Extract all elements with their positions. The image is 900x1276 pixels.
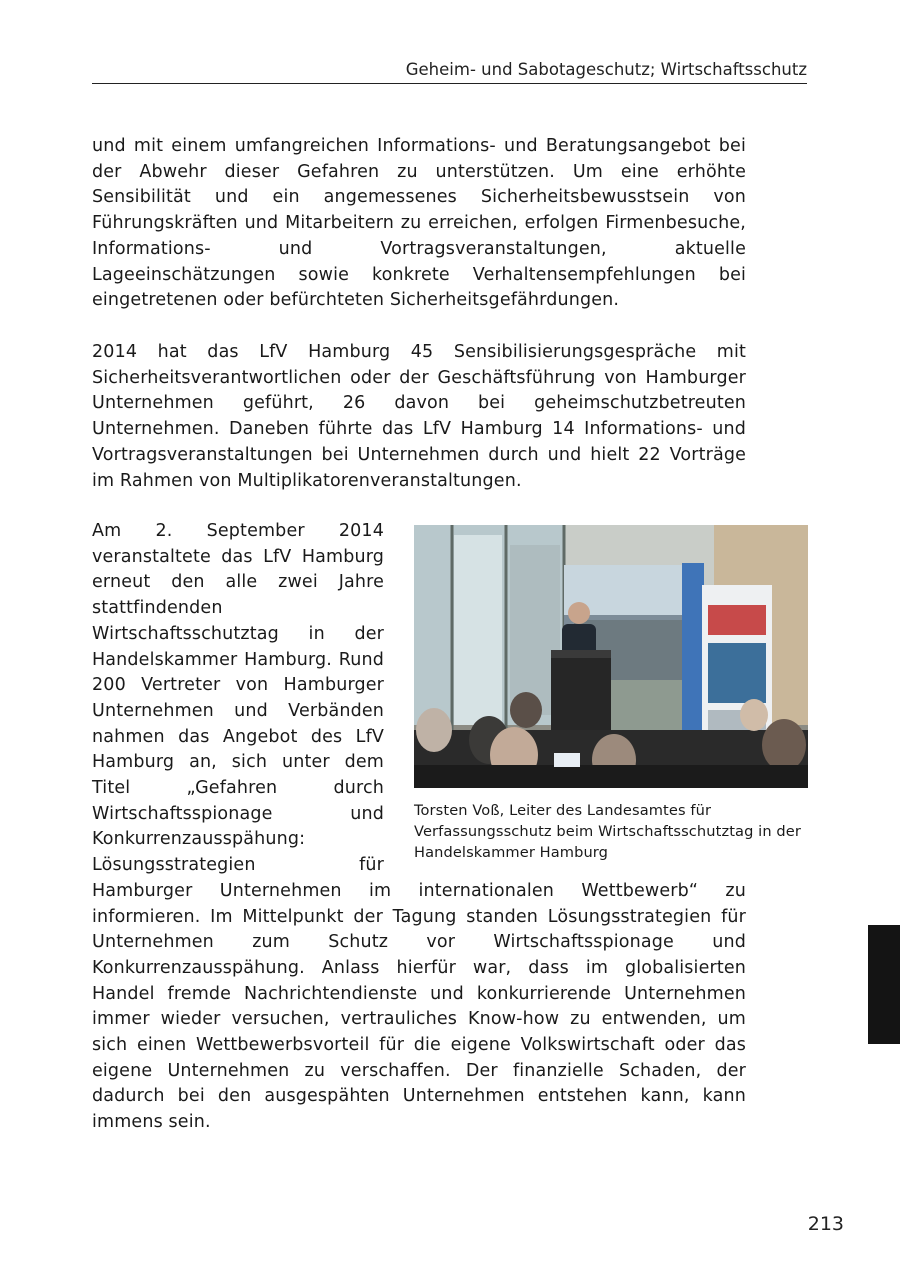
- page-number: 213: [807, 1213, 844, 1235]
- running-header: [92, 58, 807, 84]
- figure: [414, 525, 808, 877]
- chapter-tab-marker: [868, 925, 900, 1044]
- paragraph-3: Am 2. September 2014 veranstaltete das LfV Hamburg erneut den alle zwei Jahre stattfindenden Wirtschaftsschutztag in der Handelskammer Hamburg. Rund 200 Vertreter von Hamburger Unternehmen und Verbänden nahmen das Angebot des LfV Hamburg an, sich unter dem Titel „Gefahren durch Wirtschaftsspionage und Konkurrenzausspähung: Lösungsstrategien für Hamburger Unternehmen im internationalen Wettbewerb“ zu informieren. Im Mittelpunkt der Tagung standen Lösungsstrategien für Unternehmen zum Schutz vor Wirtschaftsspionage und Konkurrenzausspähung. Anlass hierfür war, dass im globalisierten Handel fremde Nachrichtendienste und konkurrierende Unternehmen immer wieder versuchen, vertrauliches Know-how zu entwenden, um sich einen Wettbewerbsvorteil für die eigene Volkswirtschaft oder das eigene Unternehmen zu verschaffen. Der finanzielle Schaden, der dadurch bei den ausgespähten Unternehmen entstehen kann, kann immens sein.: [92, 521, 746, 1133]
- paragraph-3-block: [92, 519, 801, 1136]
- running-title: Geheim- und Sabotageschutz; Wirtschaftsschutz: [405, 60, 807, 79]
- paragraph-2: 2014 hat das LfV Hamburg 45 Sensibilisierungsgespräche mit Sicherheitsverantwortlichen oder der Geschäftsführung von Hamburger Unternehmen geführt, 26 davon bei geheimschutzbetreuten Unternehmen. Daneben führte das LfV Hamburg 14 Informations- und Vortragsveranstaltungen bei Unternehmen durch und hielt 22 Vorträge im Rahmen von Multiplikatorenveranstaltungen.: [92, 342, 746, 491]
- event-photo: [414, 525, 808, 788]
- figure-caption: Torsten Voß, Leiter des Landesamtes für Verfassungsschutz beim Wirtschaftsschutztag in der Handelskammer Hamburg: [414, 802, 801, 861]
- paragraph-1: und mit einem umfangreichen Informations- und Beratungsangebot bei der Abwehr dieser Gefahren zu unterstützen. Um eine erhöhte Sensibilität und ein angemessenes Sicherheitsbewusstsein von Führungskräften und Mitarbeitern zu erreichen, erfolgen Firmenbesuche, Informations- und Vortragsveranstaltungen, aktuelle Lageeinschätzungen sowie konkrete Verhaltensempfehlungen bei eingetretenen oder befürchteten Sicherheitsgefährdungen.: [92, 136, 746, 311]
